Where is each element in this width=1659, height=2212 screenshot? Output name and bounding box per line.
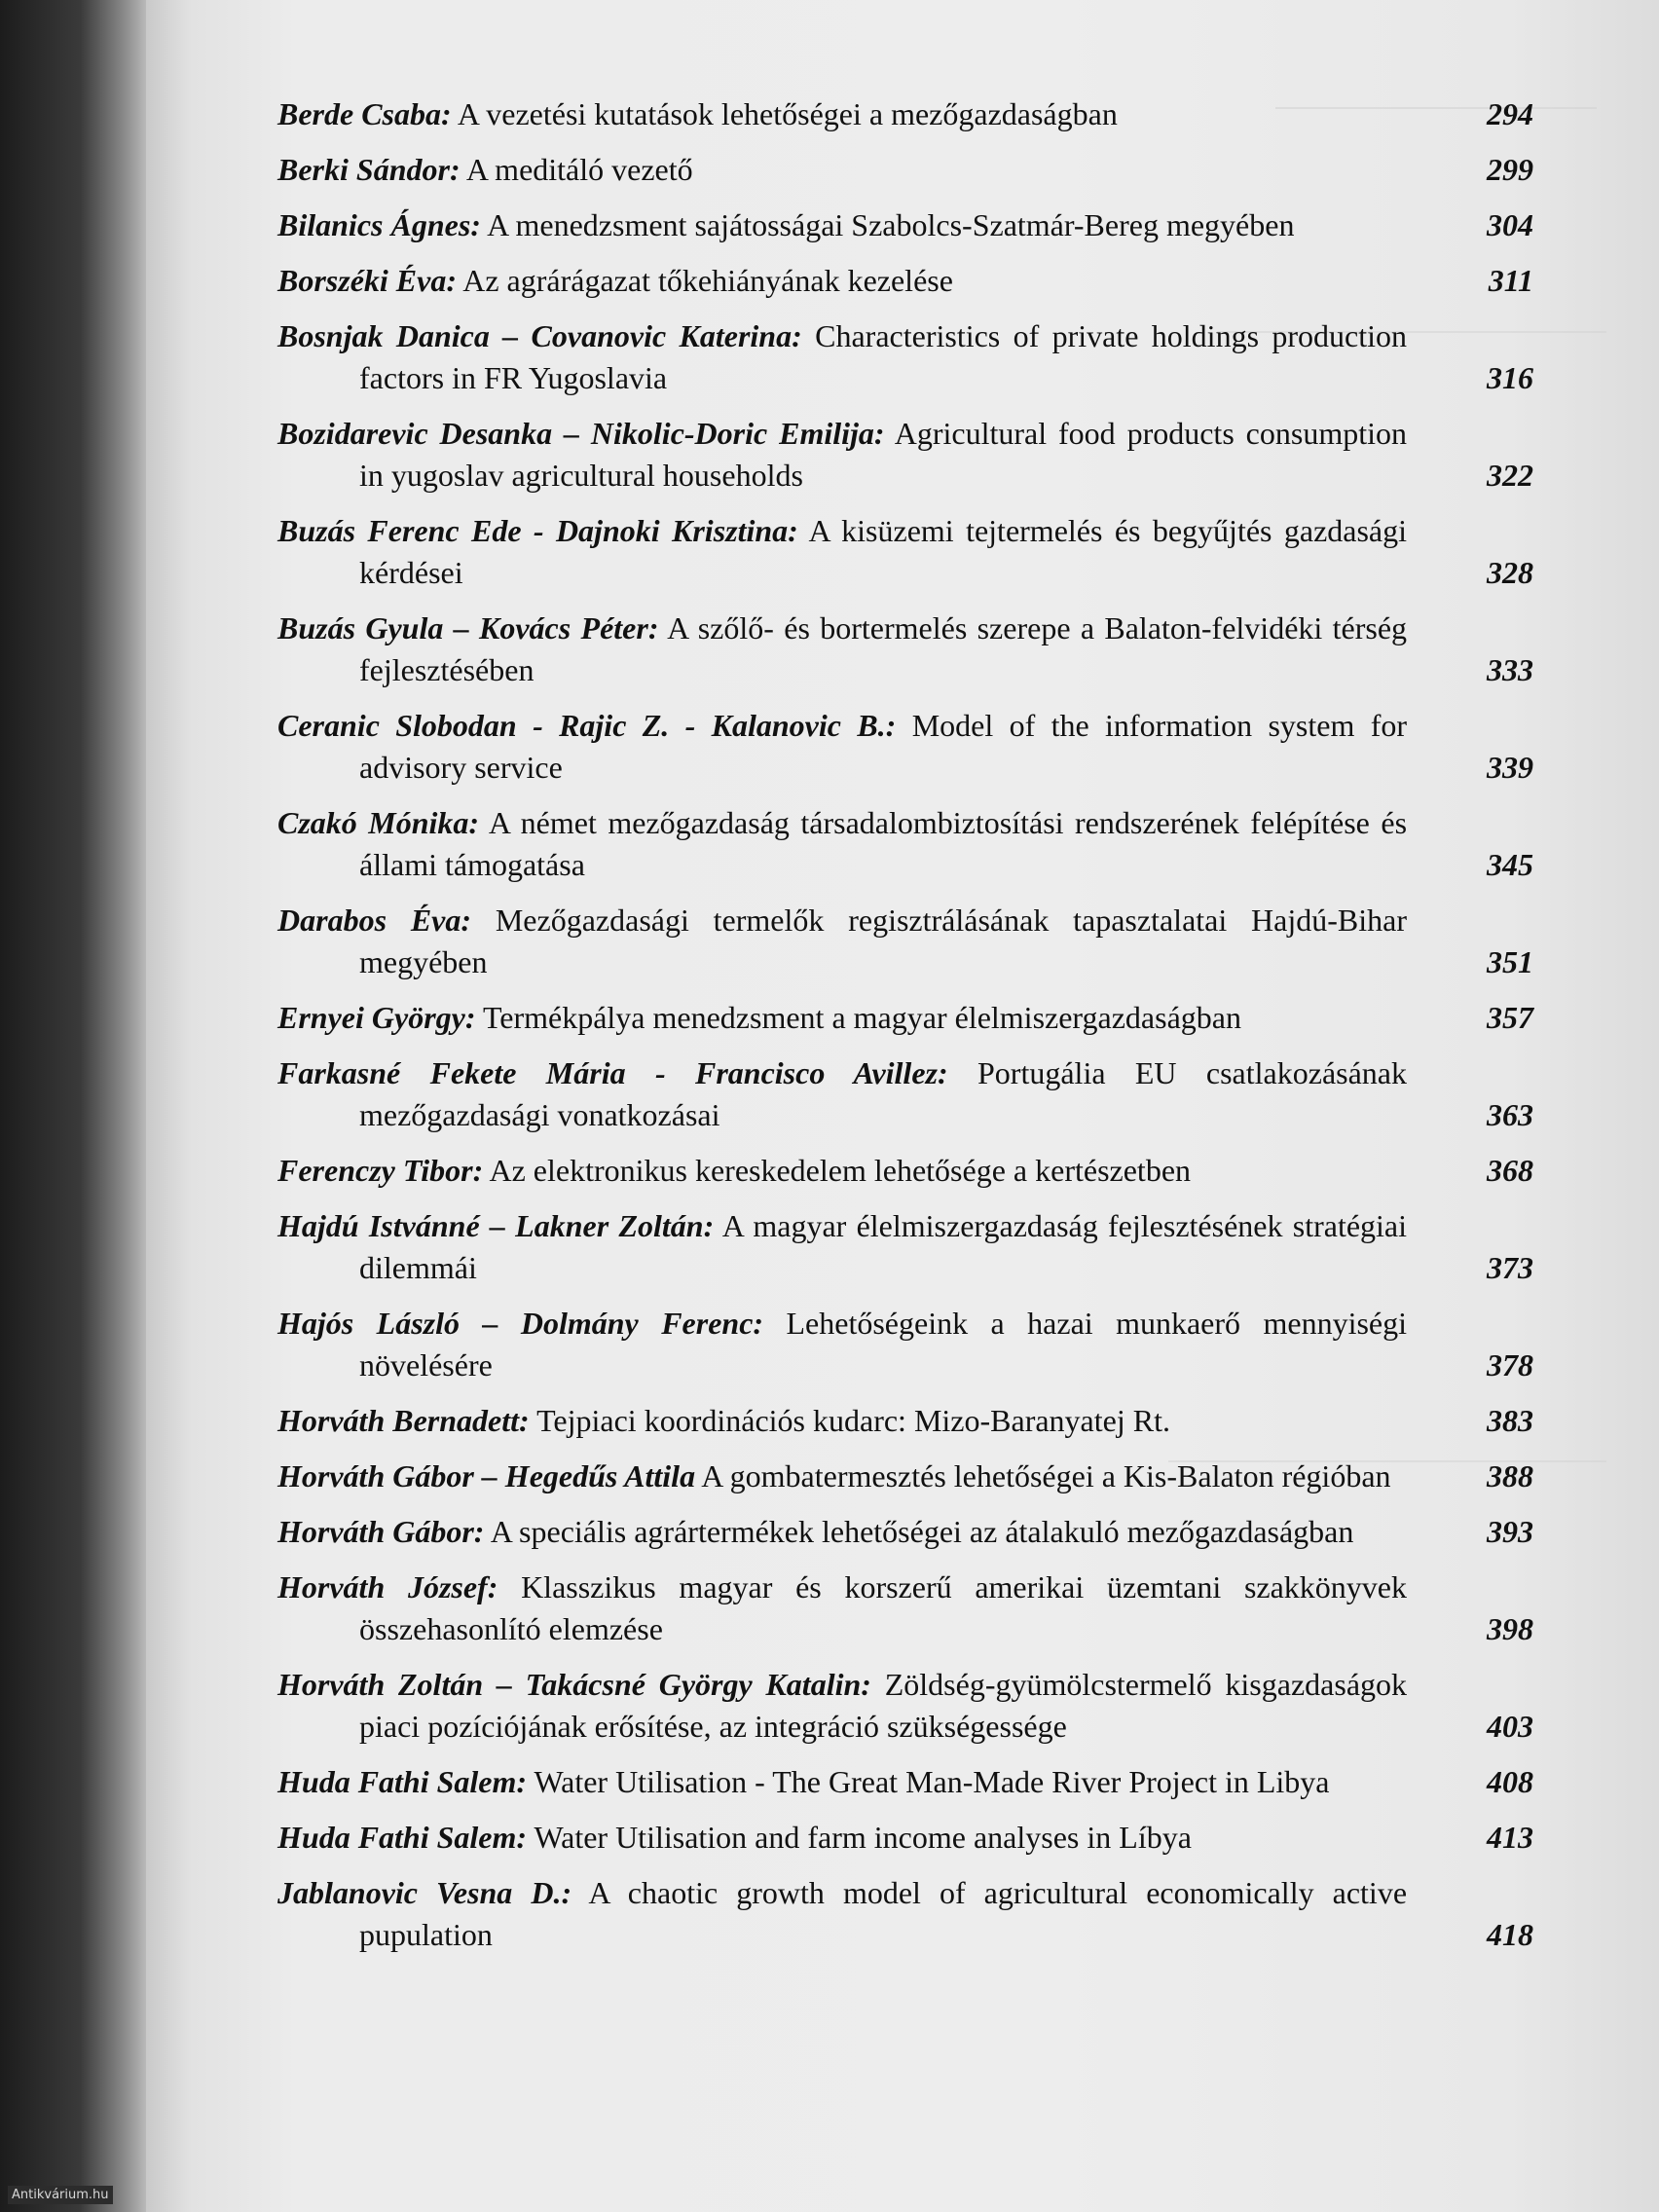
toc-entry: [277, 1664, 1543, 1748]
toc-entry-author: Huda Fathi Salem:: [277, 1764, 528, 1799]
toc-entry-title: Zöldség-gyümölcstermelő kisgazdaságok piaci pozíciójának erősítése, az integráció szükségessége: [359, 1667, 1408, 1744]
toc-entry-page-number: 311: [1488, 263, 1533, 298]
toc-entry-page-number: 393: [1487, 1514, 1533, 1549]
toc-entry: [277, 705, 1543, 789]
toc-entry-author: Buzás Ferenc Ede - Dajnoki Krisztina:: [277, 513, 798, 548]
toc-entry-author: Bosnjak Danica – Covanovic Katerina:: [277, 318, 802, 353]
toc-entry-page-number: 328: [1487, 555, 1533, 590]
toc-entry-page-number: 408: [1487, 1764, 1533, 1799]
toc-entry-title: Agricultural food products consumption in yugoslav agricultural households: [359, 416, 1408, 493]
toc-entry-page-number: 413: [1487, 1820, 1533, 1855]
toc-entry-author: Hajdú Istvánné – Lakner Zoltán:: [277, 1208, 715, 1243]
toc-entry-page-number: 418: [1487, 1917, 1533, 1952]
toc-entry-title: A speciális agrártermékek lehetőségei az átalakuló mezőgazdaságban: [490, 1514, 1354, 1549]
toc-entry-author: Ferenczy Tibor:: [277, 1153, 484, 1188]
toc-entry: [277, 1567, 1543, 1650]
toc-entry: [277, 1761, 1543, 1803]
toc-entry: [277, 510, 1543, 594]
toc-entry-title: A német mezőgazdaság társadalombiztosítási rendszerének felépítése és állami támogatása: [359, 805, 1408, 882]
toc-entry-title: Mezőgazdasági termelők regisztrálásának tapasztalatai Hajdú-Bihar megyében: [359, 903, 1408, 979]
toc-entry-title: Model of the information system for advisory service: [359, 708, 1408, 785]
toc-entry-title: Water Utilisation and farm income analyses in Líbya: [534, 1820, 1192, 1855]
toc-entry-author: Horváth József:: [277, 1569, 498, 1604]
toc-entry-author: Czakó Mónika:: [277, 805, 480, 840]
watermark: Antikvárium.hu: [8, 2186, 113, 2204]
toc-entry-page-number: 339: [1487, 750, 1533, 785]
toc-entry: [277, 1150, 1543, 1192]
toc-entry-author: Borszéki Éva:: [277, 263, 457, 298]
toc-entry-author: Buzás Gyula – Kovács Péter:: [277, 610, 659, 645]
toc-entry-author: Darabos Éva:: [277, 903, 472, 938]
toc-entry-page-number: 299: [1487, 152, 1533, 187]
toc-entry: [277, 802, 1543, 886]
toc-entry-page-number: 398: [1487, 1611, 1533, 1646]
toc-entry: [277, 608, 1543, 691]
toc-entry-title: Az elektronikus kereskedelem lehetősége a kertészetben: [489, 1153, 1192, 1188]
toc-entry-author: Horváth Gábor:: [277, 1514, 485, 1549]
toc-entry-title: Tejpiaci koordinációs kudarc: Mizo-Baranyatej Rt.: [536, 1403, 1170, 1438]
toc-entry-page-number: 363: [1487, 1097, 1533, 1132]
toc-entry-author: Ceranic Slobodan - Rajic Z. - Kalanovic B.:: [277, 708, 897, 743]
toc-entry-title: Az agrárágazat tőkehiányának kezelése: [462, 263, 953, 298]
toc-entry-title: Characteristics of private holdings production factors in FR Yugoslavia: [359, 318, 1408, 395]
toc-entry-title: A kisüzemi tejtermelés és begyűjtés gazdasági kérdései: [359, 513, 1408, 590]
toc-entry-author: Ernyei György:: [277, 1000, 476, 1035]
toc-entry-page-number: 357: [1487, 1000, 1533, 1035]
toc-entry-page-number: 304: [1487, 207, 1533, 242]
toc-entry-author: Huda Fathi Salem:: [277, 1820, 528, 1855]
toc-entry-title: A chaotic growth model of agricultural economically active pupulation: [359, 1875, 1408, 1952]
toc-entry-page-number: 378: [1487, 1347, 1533, 1382]
toc-entry: [277, 1456, 1543, 1497]
toc-entry-page-number: 322: [1487, 458, 1533, 493]
toc-entry-title: Water Utilisation - The Great Man-Made River Project in Libya: [534, 1764, 1330, 1799]
toc-entry-page-number: 373: [1487, 1250, 1533, 1285]
toc-entry-page-number: 351: [1487, 944, 1533, 979]
toc-entry-author: Berki Sándor:: [277, 152, 461, 187]
toc-entry: [277, 149, 1543, 191]
toc-entry-author: Hajós László – Dolmány Ferenc:: [277, 1306, 764, 1341]
toc-entry: [277, 1511, 1543, 1553]
toc-entry: [277, 1817, 1543, 1859]
toc-entry: [277, 997, 1543, 1039]
toc-entry-title: Lehetőségeink a hazai munkaerő mennyiségi növelésére: [359, 1306, 1408, 1382]
toc-entry-page-number: 383: [1487, 1403, 1533, 1438]
toc-entry-author: Farkasné Fekete Mária - Francisco Avillez:: [277, 1055, 948, 1090]
toc-entry: [277, 260, 1543, 302]
toc-entry: [277, 315, 1543, 399]
toc-entry-author: Bozidarevic Desanka – Nikolic-Doric Emilija:: [277, 416, 885, 451]
toc-entry-title: A meditáló vezető: [465, 152, 693, 187]
toc-entry: [277, 204, 1543, 246]
table-of-contents: [277, 93, 1543, 1970]
toc-entry-title: A szőlő- és bortermelés szerepe a Balaton-felvidéki térség fejlesztésében: [359, 610, 1408, 687]
toc-entry-page-number: 388: [1487, 1458, 1533, 1493]
toc-entry: [277, 900, 1543, 983]
toc-entry-page-number: 294: [1487, 96, 1533, 131]
toc-entry-page-number: 368: [1487, 1153, 1533, 1188]
toc-entry-author: Horváth Zoltán – Takácsné György Katalin:: [277, 1667, 871, 1702]
toc-entry-title: A vezetési kutatások lehetőségei a mezőgazdaságban: [457, 96, 1118, 131]
toc-entry-author: Bilanics Ágnes:: [277, 207, 481, 242]
toc-entry: [277, 1872, 1543, 1956]
toc-entry: [277, 1205, 1543, 1289]
toc-entry-title: A menedzsment sajátosságai Szabolcs-Szatmár-Bereg megyében: [487, 207, 1295, 242]
toc-entry: [277, 93, 1543, 135]
toc-entry-page-number: 403: [1487, 1709, 1533, 1744]
book-binding-shadow: [0, 0, 146, 2212]
toc-entry-author: Horváth Gábor – Hegedűs Attila: [277, 1458, 696, 1493]
toc-entry-page-number: 316: [1487, 360, 1533, 395]
toc-entry-page-number: 345: [1487, 847, 1533, 882]
toc-entry: [277, 1400, 1543, 1442]
toc-entry-author: Berde Csaba:: [277, 96, 452, 131]
toc-entry: [277, 413, 1543, 497]
toc-entry-title: A magyar élelmiszergazdaság fejlesztésének stratégiai dilemmái: [359, 1208, 1408, 1285]
toc-entry-author: Horváth Bernadett:: [277, 1403, 530, 1438]
toc-entry-title: Klasszikus magyar és korszerű amerikai üzemtani szakkönyvek összehasonlító elemzése: [359, 1569, 1407, 1646]
toc-entry-title: Termékpálya menedzsment a magyar élelmiszergazdaságban: [482, 1000, 1241, 1035]
toc-entry-title: Portugália EU csatlakozásának mezőgazdasági vonatkozásai: [359, 1055, 1408, 1132]
toc-entry-author: Jablanovic Vesna D.:: [277, 1875, 572, 1910]
toc-entry-title: A gombatermesztés lehetőségei a Kis-Balaton régióban: [701, 1458, 1391, 1493]
toc-entry: [277, 1052, 1543, 1136]
toc-entry: [277, 1303, 1543, 1386]
toc-entry-page-number: 333: [1487, 652, 1533, 687]
